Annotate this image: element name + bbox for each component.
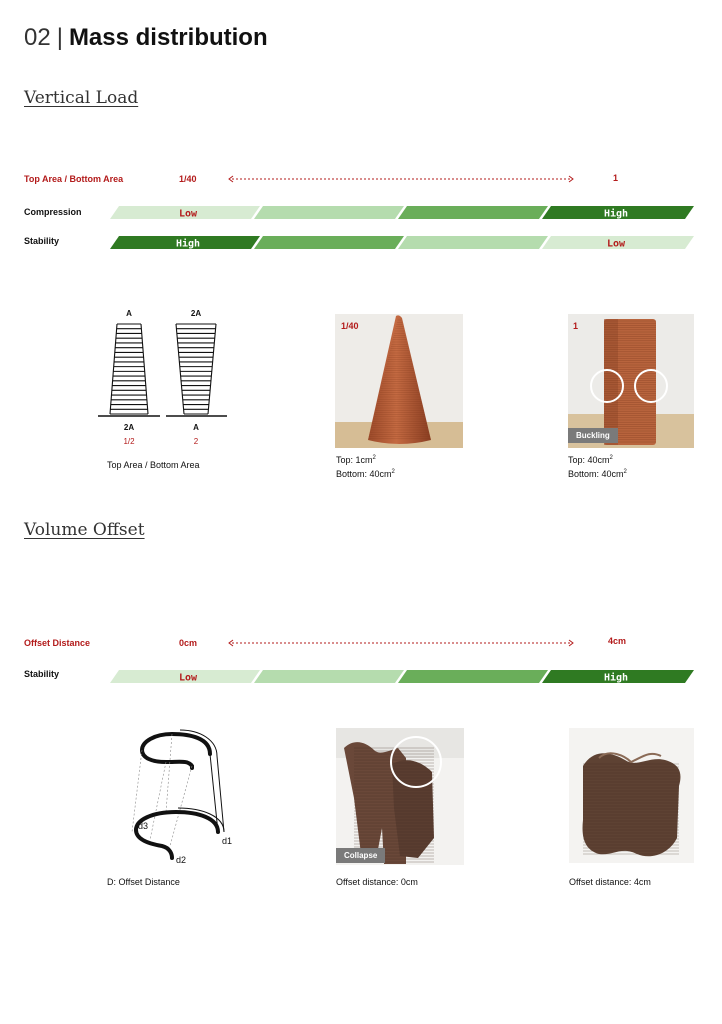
left-top-label: A	[126, 309, 132, 318]
compression-bar	[110, 206, 696, 220]
collapse-photo-caption: Offset distance: 0cm	[336, 877, 418, 887]
right-bottom-label: A	[193, 423, 199, 432]
right-ratio-label: 2	[193, 437, 199, 446]
cone-photo-label: 1/40	[341, 321, 359, 331]
area-ratio-caption: Top Area / Bottom Area	[107, 460, 200, 470]
offset-stability-high-text: High	[603, 672, 629, 684]
vertical-load-heading: Vertical Load	[24, 88, 139, 108]
d1-label: d1	[222, 836, 233, 846]
offset-stable-caption: Offset distance: 4cm	[569, 877, 651, 887]
cylinder-photo-label: 1	[573, 321, 579, 331]
offset-stable-photo	[569, 728, 694, 863]
offset-stability-bar	[110, 670, 696, 684]
left-bottom-label: 2A	[123, 423, 135, 432]
offset-stability-low-text: Low	[178, 672, 198, 684]
offset-stability-label: Stability	[24, 669, 60, 679]
right-top-label: 2A	[190, 309, 202, 318]
title-separator: |	[56, 24, 63, 51]
d3-label: d3	[138, 821, 149, 831]
page-title	[24, 24, 268, 52]
offset-diagram	[110, 728, 240, 868]
ratio-range-arrow	[228, 174, 574, 184]
cylinder-photo	[568, 314, 694, 448]
offset-end-value: 4cm	[608, 636, 627, 646]
right-stack-icon	[176, 324, 216, 414]
d2-label: d2	[176, 855, 187, 865]
offset-start-value: 0cm	[179, 638, 198, 648]
cylinder-caption-top: Top: $40cm^2$	[568, 455, 613, 465]
section-number: 02	[24, 24, 51, 51]
offset-distance-label: Offset Distance	[24, 638, 91, 648]
volume-offset-heading: Volume Offset	[24, 520, 145, 540]
compression-label: Compression	[24, 207, 82, 217]
left-ratio-label: 1/2	[123, 437, 135, 446]
buckling-tag: Buckling	[568, 428, 618, 443]
compression-low-text: Low	[178, 208, 198, 220]
ratio-label: Top Area / Bottom Area	[24, 174, 124, 184]
ratio-start-value: 1/40	[179, 174, 197, 184]
cone-caption-bottom: Bottom: $40cm^2$	[336, 469, 395, 479]
stability-high-text: High	[175, 238, 201, 250]
stability-bar	[110, 236, 696, 250]
cylinder-caption-bottom: Bottom: $40cm^2$	[568, 469, 627, 479]
offset-range-arrow	[228, 638, 574, 648]
compression-high-text: High	[603, 208, 629, 220]
collapse-tag: Collapse	[336, 848, 385, 863]
offset-diagram-caption: D: Offset Distance	[107, 877, 180, 887]
stability-label: Stability	[24, 236, 60, 246]
ratio-end-value: 1	[613, 173, 619, 183]
collapse-photo	[336, 728, 464, 865]
area-ratio-diagram	[90, 304, 240, 454]
cone-caption-top: Top: $1cm^2$	[336, 455, 376, 465]
cone-photo	[335, 314, 463, 448]
section-title: Mass distribution	[68, 24, 268, 51]
stability-low-text: Low	[606, 238, 626, 250]
left-stack-icon	[110, 324, 148, 414]
